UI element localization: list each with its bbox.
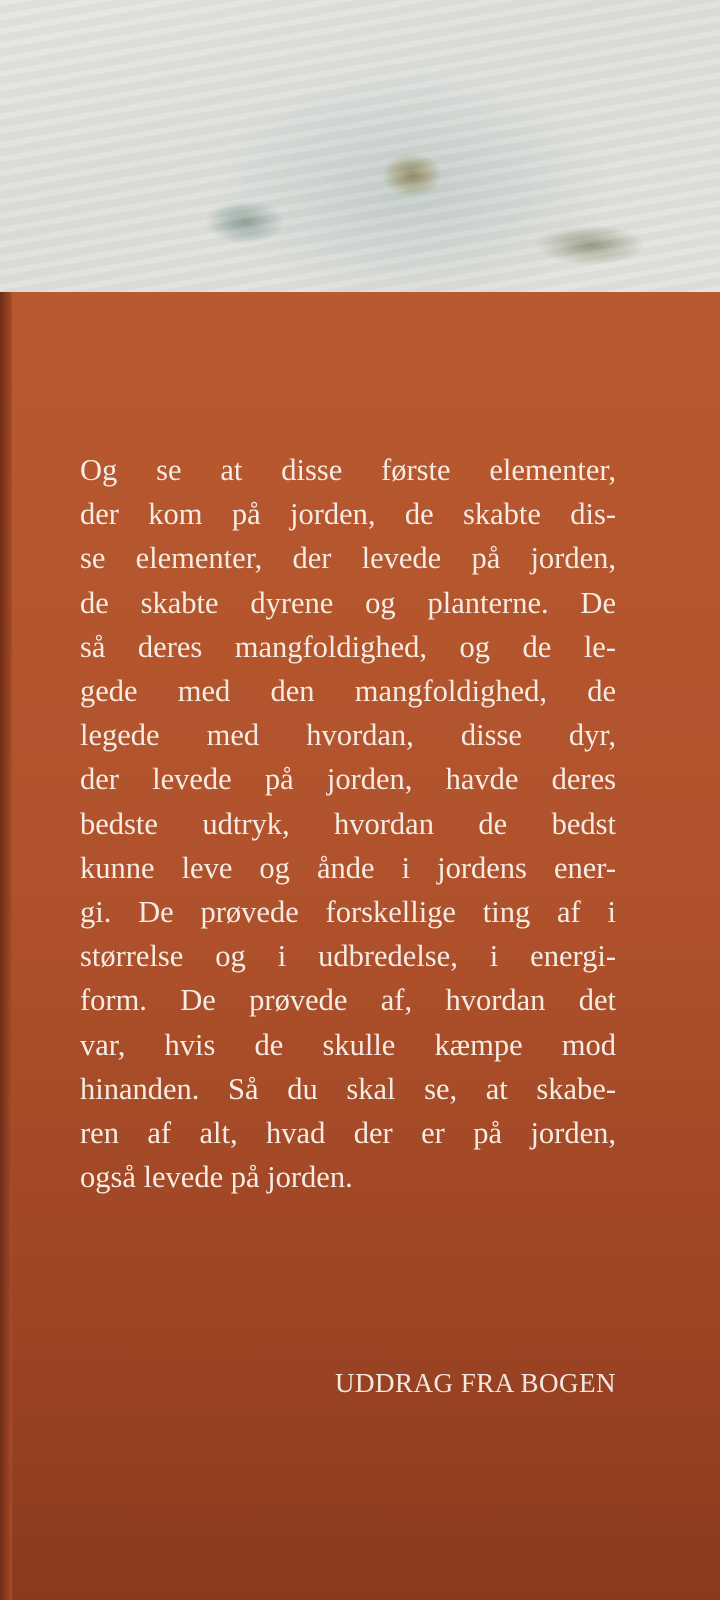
- excerpt-line: der kom på jorden, de skabte dis-: [80, 497, 616, 532]
- excerpt-text: [80, 448, 616, 1199]
- excerpt-line: gede med den mangfoldighed, de: [80, 674, 616, 709]
- excerpt-line: Og se at disse første elementer,: [80, 453, 616, 487]
- excerpt-line: ren af alt, hvad der er på jorden,: [80, 1116, 616, 1151]
- excerpt-line: se elementer, der levede på jorden,: [80, 541, 616, 576]
- excerpt-line: de skabte dyrene og planterne. De: [80, 585, 616, 620]
- excerpt-line: var, hvis de skulle kæmpe mod: [80, 1027, 616, 1062]
- excerpt-line: bedste udtryk, hvordan de bedst: [80, 806, 616, 841]
- excerpt-line: størrelse og i udbredelse, i energi-: [80, 939, 616, 974]
- excerpt-line: gi. De prøvede forskellige ting af i: [80, 895, 616, 930]
- excerpt-line: også levede på jorden.: [80, 1160, 353, 1195]
- excerpt-line: form. De prøvede af, hvordan det: [80, 983, 616, 1018]
- excerpt-line: legede med hvordan, disse dyr,: [80, 718, 616, 753]
- excerpt-source-label: UDDRAG FRA BOGEN: [334, 1368, 616, 1398]
- excerpt-line: så deres mangfoldighed, og de le-: [80, 629, 616, 664]
- book-spine-edge: [0, 292, 12, 1600]
- excerpt-line: der levede på jorden, havde deres: [80, 762, 616, 797]
- excerpt-line: hinanden. Så du skal se, at skabe-: [80, 1071, 616, 1106]
- wood-grain: [0, 0, 720, 300]
- excerpt-line: kunne leve og ånde i jordens ener-: [80, 850, 616, 885]
